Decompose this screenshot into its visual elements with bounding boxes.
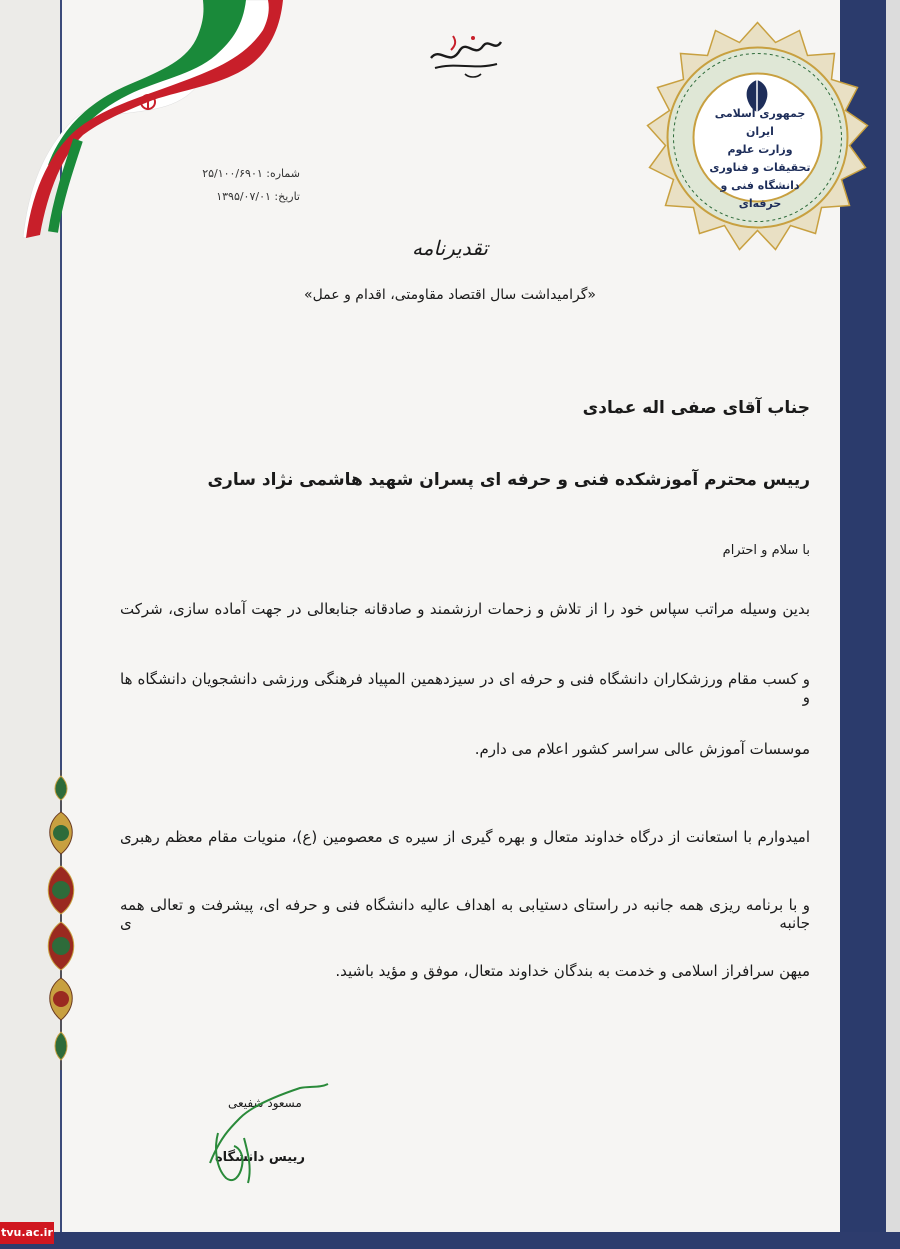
- logo-line-country: جمهوری اسلامی ایران: [714, 107, 806, 138]
- ornament-medallion-icon: [50, 812, 73, 854]
- iran-flag-ribbon: [18, 0, 283, 240]
- body-line: امیدوارم با استعانت از درگاه خداوند متعال و بهره گیری از سیره ی معصومین (ع)، منویات مقام معظم رهبری: [120, 828, 810, 846]
- page-edge: [886, 0, 900, 1249]
- body-line: و با برنامه ریزی همه جانبه در راستای دستیابی به اهداف عالیه دانشگاه فنی و حرفه ای، پیشرفت و تعالی همه جانبه ی: [120, 896, 810, 932]
- ornament-top-icon: [55, 776, 67, 800]
- logo-text: [705, 105, 815, 213]
- ornament-medallion-icon: [48, 922, 74, 970]
- bismillah-calligraphy: [425, 28, 505, 80]
- bottom-border-strip: [0, 1232, 900, 1249]
- signatory-title: رییس دانشگاه: [215, 1150, 305, 1165]
- site-watermark-badge: tvu.ac.ir: [0, 1222, 54, 1244]
- greeting: با سلام و احترام: [722, 543, 810, 558]
- recipient-title: رییس محترم آموزشکده فنی و حرفه ای پسران شهید هاشمی نژاد ساری: [207, 470, 810, 490]
- page-subtitle: «گرامیداشت سال اقتصاد مقاومتی، اقدام و عمل»: [304, 287, 596, 303]
- ornament-medallion-icon: [48, 866, 74, 914]
- page-title: تقدیرنامه: [412, 236, 488, 260]
- letter-number: شماره: ۲۵/۱۰۰/۶۹۰۱: [202, 167, 300, 180]
- recipient-name: جناب آقای صفی اله عمادی: [582, 398, 810, 418]
- handwritten-signature: [200, 1078, 340, 1188]
- logo-line-ministry: وزارت علوم تحقیقات و فناوری: [709, 143, 811, 174]
- signatory-name: مسعود شفیعی: [228, 1096, 302, 1110]
- ornament-medallion-icon: [50, 978, 73, 1020]
- body-line: موسسات آموزش عالی سراسر کشور اعلام می دارم.: [474, 740, 810, 758]
- ornament-bottom-icon: [55, 1032, 67, 1060]
- body-line: میهن سرافراز اسلامی و خدمت به بندگان خداوند متعال، موفق و مؤید باشید.: [335, 962, 810, 980]
- logo-line-university: دانشگاه فنی و حرفه‌ای: [720, 179, 800, 210]
- body-line: بدین وسیله مراتب سپاس خود را از تلاش و زحمات ارزشمند و صادقانه جنابعالی در جهت آماده سازی، شرکت: [120, 600, 810, 618]
- letter-date: تاریخ: ۱۳۹۵/۰۷/۰۱: [216, 190, 300, 203]
- body-line: و کسب مقام ورزشکاران دانشگاه فنی و حرفه ای در سیزدهمین المپیاد فرهنگی ورزشی دانشجویان دانشگاه ها و: [120, 670, 810, 706]
- decorative-ornament-column: [36, 770, 86, 1070]
